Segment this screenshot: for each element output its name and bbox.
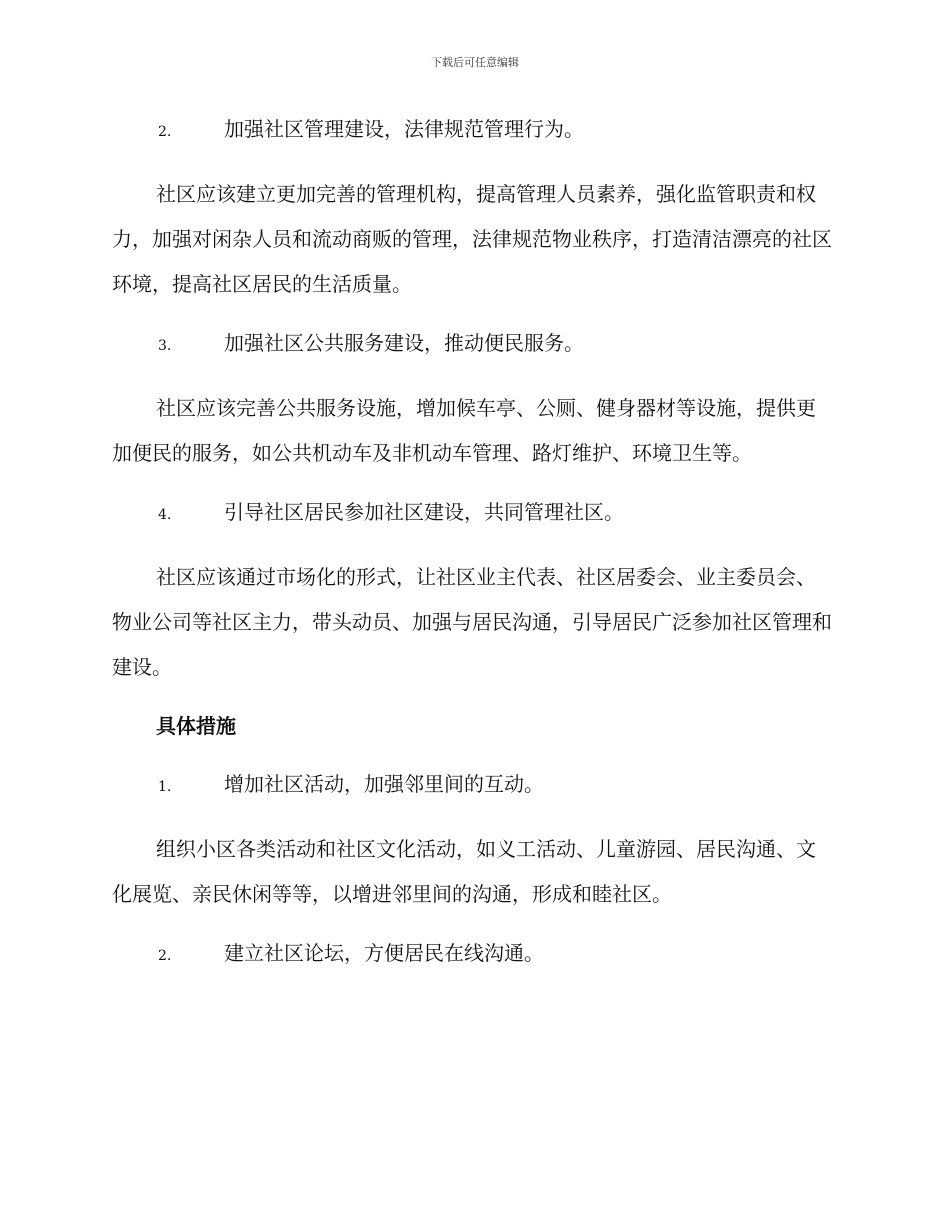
paragraph: 社区应该通过市场化的形式，让社区业主代表、社区居委会、业主委员会、物业公司等社区主力，带头动员、加强与居民沟通，引导居民广泛参加社区管理和建设。 [112, 565, 832, 679]
numbered-item [112, 938, 832, 968]
document-body [112, 114, 832, 996]
numbered-item [112, 114, 832, 144]
item-number: 2. [158, 124, 172, 140]
item-text: 增加社区活动，加强邻里间的互动。 [224, 772, 544, 796]
item-text: 加强社区公共服务建设，推动便民服务。 [224, 331, 584, 355]
paragraph: 组织小区各类活动和社区文化活动，如义工活动、儿童游园、居民沟通、文化展览、亲民休闲等等，以增进邻里间的沟通，形成和睦社区。 [112, 837, 816, 906]
item-number: 2. [158, 948, 172, 964]
item-text: 加强社区管理建设，法律规范管理行为。 [224, 117, 584, 141]
page-header: 下载后可任意编辑 [431, 56, 519, 69]
item-text: 建立社区论坛，方便居民在线沟通。 [224, 941, 544, 965]
item-text: 引导社区居民参加社区建设，共同管理社区。 [224, 500, 624, 524]
numbered-item [112, 328, 832, 358]
item-number: 4. [158, 507, 172, 523]
numbered-item [112, 769, 832, 799]
item-number: 3. [158, 338, 172, 354]
paragraph: 社区应该完善公共服务设施，增加候车亭、公厕、健身器材等设施，提供更加便民的服务，如公共机动车及非机动车管理、路灯维护、环境卫生等。 [112, 396, 816, 465]
numbered-item [112, 497, 832, 527]
section-heading: 具体措施 [156, 714, 236, 738]
paragraph: 社区应该建立更加完善的管理机构，提高管理人员素养，强化监管职责和权力，加强对闲杂人员和流动商贩的管理，法律规范物业秩序，打造清洁漂亮的社区环境，提高社区居民的生活质量。 [112, 182, 832, 296]
item-number: 1. [158, 779, 172, 795]
